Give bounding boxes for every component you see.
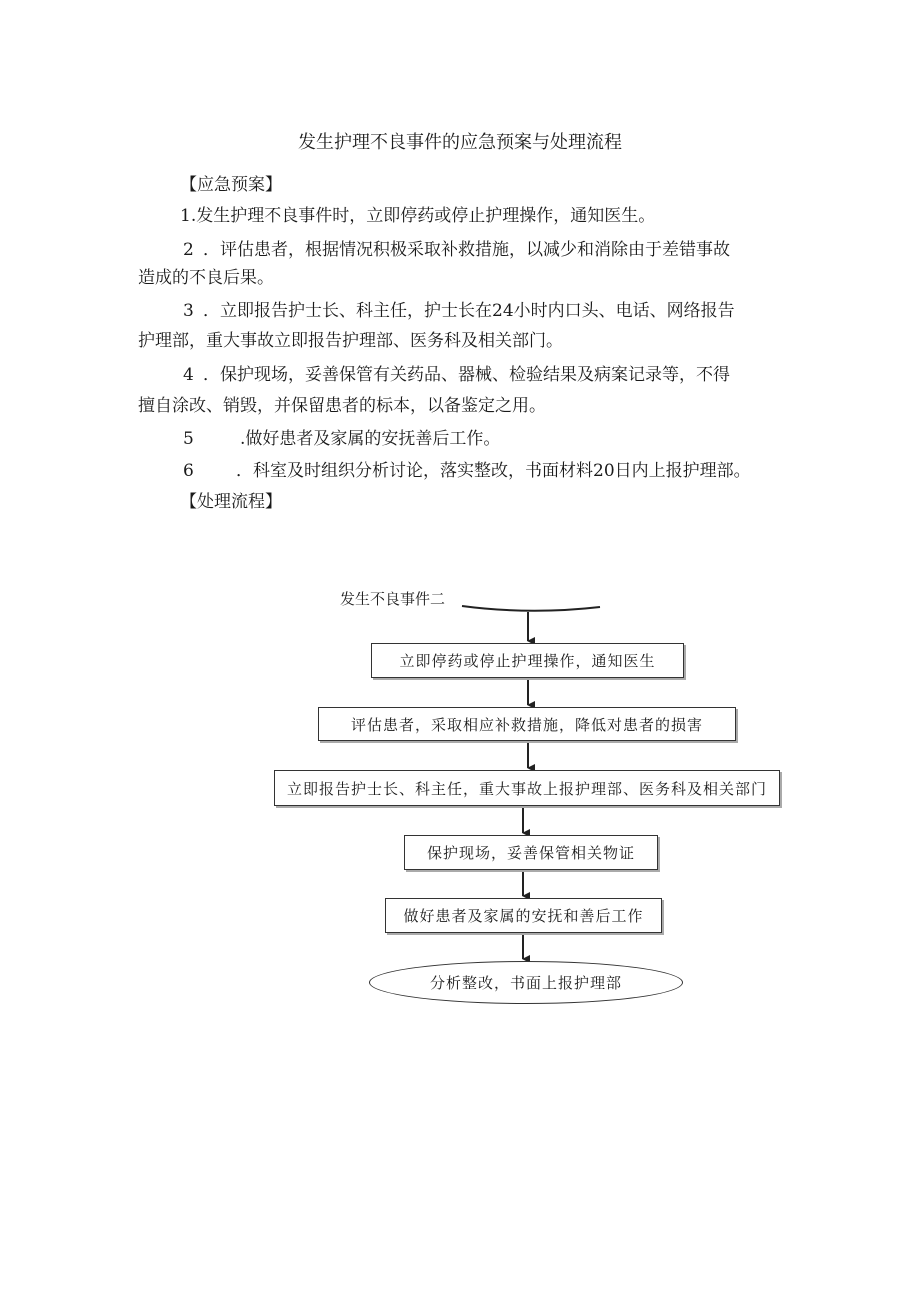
plan-item-4-number: 4 bbox=[183, 365, 194, 385]
flow-step-3: 立即报告护士长、科主任，重大事故上报护理部、医务科及相关部门 bbox=[274, 770, 780, 806]
plan-item-3-line-1: ．立即报告护士长、科主任，护士长在24小时内口头、电话、网络报告 bbox=[203, 301, 735, 321]
flow-step-1: 立即停药或停止护理操作，通知医生 bbox=[371, 643, 684, 678]
start-terminal-arc bbox=[462, 606, 600, 611]
plan-heading: 【应急预案】 bbox=[180, 175, 282, 195]
process-heading: 【处理流程】 bbox=[180, 492, 282, 512]
plan-item-3-line-2: 护理部，重大事故立即报告护理部、医务科及相关部门。 bbox=[138, 331, 563, 351]
page-title: 发生护理不良事件的应急预案与处理流程 bbox=[298, 132, 622, 153]
plan-item-6-number: 6 bbox=[183, 461, 194, 481]
plan-item-4-line-1: ．保护现场，妥善保管有关药品、器械、检验结果及病案记录等，不得 bbox=[203, 365, 730, 385]
plan-item-5-number: 5 bbox=[183, 429, 194, 449]
flow-end: 分析整改，书面上报护理部 bbox=[369, 961, 683, 1004]
plan-item-4-line-2: 擅自涂改、销毁，并保留患者的标本，以备鉴定之用。 bbox=[138, 396, 546, 416]
flow-start-label: 发生不良事件二 bbox=[340, 590, 446, 608]
plan-item-5-text: .做好患者及家属的安抚善后工作。 bbox=[240, 429, 501, 449]
plan-item-2-number: 2 bbox=[183, 240, 194, 260]
plan-item-1-number: 1. bbox=[180, 206, 197, 226]
plan-item-3-number: 3 bbox=[183, 301, 194, 321]
flow-step-4: 保护现场，妥善保管相关物证 bbox=[404, 835, 658, 870]
flow-step-5: 做好患者及家属的安抚和善后工作 bbox=[385, 898, 662, 933]
plan-item-6-text: ．科室及时组织分析讨论，落实整改，书面材料20日内上报护理部。 bbox=[236, 461, 751, 481]
plan-item-1-text: 发生护理不良事件时，立即停药或停止护理操作，通知医生。 bbox=[196, 206, 656, 226]
flow-step-2: 评估患者，采取相应补救措施，降低对患者的损害 bbox=[318, 707, 736, 741]
plan-item-2-line-2: 造成的不良后果。 bbox=[138, 268, 274, 288]
plan-item-2-line-1: ．评估患者，根据情况积极采取补救措施，以减少和消除由于差错事故 bbox=[203, 240, 730, 260]
